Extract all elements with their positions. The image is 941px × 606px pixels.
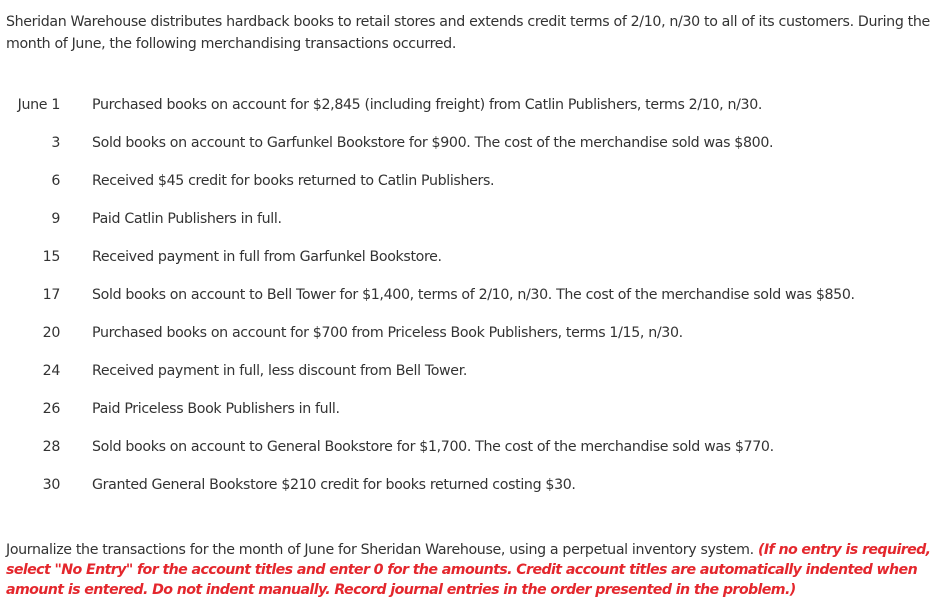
transaction-row — [0, 390, 941, 428]
transaction-description: Granted General Bookstore $210 credit for books returned costing $30. — [92, 477, 576, 493]
transaction-description: Received payment in full from Garfunkel Bookstore. — [92, 249, 442, 265]
transaction-date: 6 — [51, 173, 60, 189]
instructions — [6, 540, 938, 600]
transaction-row — [0, 466, 941, 504]
problem-intro: Sheridan Warehouse distributes hardback books to retail stores and extends credit terms of 2/10, n/30 to all of its customers. During the month of June, the following merchandising transactions occurred. — [6, 14, 930, 52]
transaction-date: 15 — [42, 249, 60, 265]
transaction-row — [0, 276, 941, 314]
transaction-description: Purchased books on account for $700 from Priceless Book Publishers, terms 1/15, n/30. — [92, 325, 683, 341]
transaction-row — [0, 238, 941, 276]
transaction-row — [0, 124, 941, 162]
instructions-text: Journalize the transactions for the month of June for Sheridan Warehouse, using a perpetual inventory system. — [6, 542, 758, 558]
transaction-row — [0, 200, 941, 238]
transaction-date: 3 — [51, 135, 60, 151]
transactions-table — [0, 86, 941, 504]
transaction-date: 30 — [42, 477, 60, 493]
transaction-description: Paid Priceless Book Publishers in full. — [92, 401, 340, 417]
transaction-row — [0, 162, 941, 200]
transaction-description: Sold books on account to Bell Tower for $1,400, terms of 2/10, n/30. The cost of the merchandise sold was $850. — [92, 287, 855, 303]
transaction-description: Paid Catlin Publishers in full. — [92, 211, 282, 227]
transaction-date: 9 — [51, 211, 60, 227]
transaction-date: June 1 — [17, 97, 60, 113]
transaction-description: Purchased books on account for $2,845 (including freight) from Catlin Publishers, terms 2/10, n/30. — [92, 97, 763, 113]
transaction-date: 20 — [42, 325, 60, 341]
transaction-description: Sold books on account to Garfunkel Bookstore for $900. The cost of the merchandise sold was $800. — [92, 135, 774, 151]
transaction-row — [0, 86, 941, 124]
transaction-date: 28 — [42, 439, 60, 455]
instructions-note: (If no entry is required, select "No Entry" for the account titles and enter 0 for the amounts. Credit account titles are automatically indented when amount is entered. Do not indent manually. Record journal entries in the order presented in the problem.) — [6, 542, 931, 598]
transaction-description: Received payment in full, less discount from Bell Tower. — [92, 363, 468, 379]
transaction-row — [0, 314, 941, 352]
transaction-row — [0, 428, 941, 466]
transaction-date: 26 — [42, 401, 60, 417]
transaction-date: 17 — [42, 287, 60, 303]
transaction-description: Received $45 credit for books returned to Catlin Publishers. — [92, 173, 495, 189]
transactions-body — [0, 86, 941, 504]
transaction-row — [0, 352, 941, 390]
transaction-description: Sold books on account to General Bookstore for $1,700. The cost of the merchandise sold was $770. — [92, 439, 774, 455]
transaction-date: 24 — [42, 363, 60, 379]
